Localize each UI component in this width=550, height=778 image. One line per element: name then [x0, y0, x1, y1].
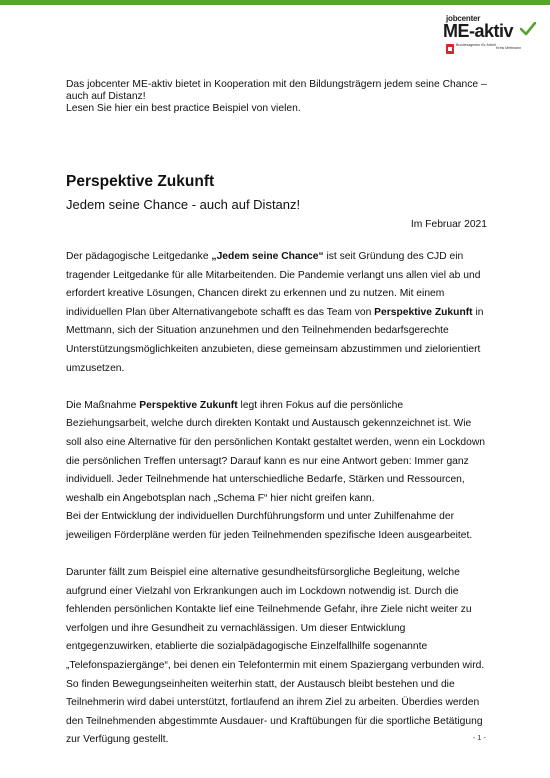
checkmark-icon: [520, 22, 536, 36]
district-text: Kreis Mettmann: [496, 46, 522, 50]
jobcenter-logo: [440, 14, 540, 60]
article-body: [66, 248, 487, 750]
page-title: Perspektive Zukunft: [66, 173, 215, 190]
agency-icon: [446, 44, 454, 54]
header-accent-bar: [0, 0, 550, 5]
paragraph-1: Der pädagogische Leitgedanke „Jedem seine Chance“ ist seit Gründung des CJD ein tragender Leitgedanke für alle Mitarbeitenden. Die Pandemie verlangt uns allen viel ab und erfordert kreative Lösungen, Chancen direkt zu erkennen und zu nutzen. Mit einem individuellen Plan über Alternativangebote schafft es das Team von Perspektive Zukunft in Mettmann, sich der Situation anzunehmen und den Teilnehmenden bedarfsgerechte Unterstützungsmöglichkeiten anzubieten, diese gemeinsam abzustimmen und zielorientiert umzusetzen.: [66, 251, 484, 374]
logo-big-text: ME-aktiv: [443, 21, 514, 41]
date-line: Im Februar 2021: [410, 219, 487, 230]
paragraph-3: Darunter fällt zum Beispiel eine alternative gesundheitsfürsorgliche Begleitung, welche aufgrund einer Vielzahl von Erkrankungen auch im Lockdown notwendig ist. Durch die fehlenden persönlichen Kontakte lief eine Teilnehmende Gefahr, ihre Ziele nicht weiter zu verfolgen und ihre Gesundheit zu vernachlässigen. Um dieser Entwicklung entgegenzuwirken, etablierte die sozialpädagogische Einzelfallhilfe sogenannte „Telefonspaziergänge“, bei denen ein Telefontermin mit einem Spaziergang verbunden wird. So finden Bewegungseinheiten weiterhin statt, der Austausch bleibt bestehen und die Teilnehmerin wird dabei unterstützt, fortlaufend an ihrem Ziel zu arbeiten. Überdies werden den Teilnehmenden abgestimmte Ausdauer- und Kraftübungen für die sportliche Betätigung zur Verfügung gestellt.: [66, 567, 485, 746]
page-number: - 1 -: [472, 733, 486, 742]
page-subtitle: Jedem seine Chance - auch auf Distanz!: [66, 197, 301, 212]
intro-line: auch auf Distanz!: [66, 91, 146, 102]
intro-line: Das jobcenter ME-aktiv bietet in Kooperation mit den Bildungsträgern jedem seine Chance –: [66, 79, 487, 90]
intro-text: [66, 79, 496, 115]
paragraph-2: Die Maßnahme Perspektive Zukunft legt ihren Fokus auf die persönliche Beziehungsarbeit, welche durch direkten Kontakt und Austausch gekennzeichnet ist. Wie soll also eine Alternative für den persönlichen Kontakt gestaltet werden, wenn ein Lockdown die persönlichen Treffen untersagt? Darauf kann es nur eine Antwort geben: Immer ganz individuell. Jeder Teilnehmende hat unterschiedliche Bedarfe, Stärken und Ressourcen, weshalb ein Angebotsplan nach „Schema F“ hier nicht greifen kann.: [66, 399, 485, 504]
intro-line: Lesen Sie hier ein best practice Beispiel von vielen.: [66, 103, 301, 114]
agency-text: Bundesagentur für Arbeit: [456, 43, 496, 47]
logo-small-text: jobcenter: [446, 14, 481, 23]
paragraph-2b: Bei der Entwicklung der individuellen Durchführungsform und unter Zuhilfenahme der jeweiligen Förderpläne werden für jeden Teilnehmenden spezifische Ideen ausgearbeitet.: [66, 511, 473, 541]
